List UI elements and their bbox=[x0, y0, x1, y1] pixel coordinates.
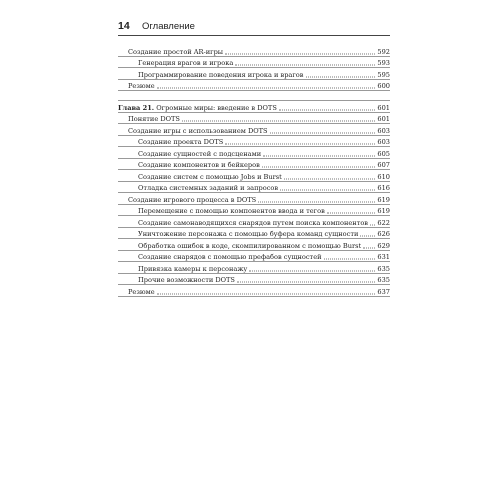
running-title: Оглавление bbox=[142, 21, 195, 32]
toc-entry bbox=[118, 228, 390, 240]
table-of-contents bbox=[118, 45, 390, 297]
page-number: 14 bbox=[118, 20, 130, 32]
toc-entry-page: 601 bbox=[377, 103, 390, 112]
leader-dots bbox=[258, 193, 375, 202]
toc-entry-title: Создание проекта DOTS bbox=[138, 138, 224, 146]
spacer bbox=[118, 91, 390, 100]
toc-entry-page: 626 bbox=[377, 230, 390, 238]
toc-entry bbox=[118, 205, 390, 217]
leader-dots bbox=[327, 205, 376, 214]
leader-dots bbox=[237, 274, 375, 283]
chapter-title: Огромные миры: введение в DOTS bbox=[156, 103, 277, 112]
toc-entry-page: 592 bbox=[377, 47, 390, 56]
leader-dots bbox=[182, 113, 375, 122]
toc-entry-page: 629 bbox=[377, 241, 390, 250]
toc-entry-title: Перемещение с помощью компонентов ввода и тегов bbox=[138, 207, 325, 215]
toc-entry-title: Создание сущностей с подсценами bbox=[138, 149, 262, 158]
leader-dots bbox=[157, 285, 376, 294]
toc-chapter bbox=[118, 100, 390, 113]
leader-dots bbox=[249, 262, 375, 271]
leader-dots bbox=[360, 228, 375, 237]
leader-dots bbox=[263, 147, 375, 156]
toc-entry-title: Создание игрового процесса в DOTS bbox=[128, 195, 257, 204]
leader-dots bbox=[235, 57, 375, 66]
toc-entry-page: 593 bbox=[377, 59, 390, 67]
toc-chapter-label bbox=[118, 104, 278, 112]
toc-entry-page: 637 bbox=[377, 287, 390, 296]
toc-entry-title: Программирование поведения игрока и врагов bbox=[138, 70, 304, 79]
leader-dots bbox=[279, 101, 376, 110]
toc-entry bbox=[118, 113, 390, 125]
leader-dots bbox=[284, 170, 376, 179]
toc-entry bbox=[118, 57, 390, 69]
toc-entry-title: Создание снарядов с помощью префабов сущностей bbox=[138, 253, 322, 261]
leader-dots bbox=[157, 80, 376, 89]
toc-entry-page: 635 bbox=[377, 276, 390, 284]
toc-entry bbox=[118, 124, 390, 136]
leader-dots bbox=[225, 45, 375, 54]
toc-entry bbox=[118, 68, 390, 80]
leader-dots bbox=[262, 159, 376, 168]
toc-entry-page: 605 bbox=[377, 149, 390, 158]
leader-dots bbox=[270, 124, 376, 133]
leader-dots bbox=[280, 182, 375, 191]
leader-dots bbox=[225, 136, 375, 145]
toc-entry-page: 610 bbox=[377, 172, 390, 181]
toc-entry-page: 603 bbox=[377, 138, 390, 146]
toc-entry bbox=[118, 159, 390, 171]
leader-dots bbox=[306, 68, 376, 77]
toc-entry bbox=[118, 136, 390, 148]
toc-entry-title: Обработка ошибок в коде, скомпилированном с помощью Burst bbox=[138, 241, 362, 250]
toc-entry bbox=[118, 170, 390, 182]
toc-entry bbox=[118, 239, 390, 251]
toc-entry-page: 601 bbox=[377, 115, 390, 123]
toc-entry-title: Привязка камеры к персонажу bbox=[138, 264, 248, 273]
toc-entry bbox=[118, 182, 390, 194]
toc-entry-title: Прочие возможности DOTS bbox=[138, 276, 235, 284]
toc-entry-title: Генерация врагов и игрока bbox=[138, 59, 234, 67]
toc-entry bbox=[118, 274, 390, 286]
toc-entry-title: Резюме bbox=[128, 287, 155, 296]
page-header bbox=[118, 19, 390, 36]
toc-entry-page: 622 bbox=[377, 218, 390, 227]
toc-entry bbox=[118, 251, 390, 263]
toc-entry-page: 631 bbox=[377, 253, 390, 261]
toc-entry-title: Создание простой AR-игры bbox=[128, 47, 224, 56]
toc-entry-page: 635 bbox=[377, 264, 390, 273]
toc-entry-title: Отладка системных заданий и запросов bbox=[138, 184, 279, 192]
toc-entry bbox=[118, 193, 390, 205]
toc-entry bbox=[118, 45, 390, 57]
toc-entry-page: 619 bbox=[377, 207, 390, 215]
toc-entry bbox=[118, 80, 390, 92]
toc-entry-page: 600 bbox=[377, 82, 390, 90]
toc-entry-page: 595 bbox=[377, 70, 390, 79]
leader-dots bbox=[324, 251, 376, 260]
toc-entry-page: 603 bbox=[377, 126, 390, 135]
toc-entry-page: 607 bbox=[377, 161, 390, 169]
toc-entry-title: Уничтожение персонажа с помощью буфера команд сущности bbox=[138, 230, 359, 238]
toc-entry-title: Понятие DOTS bbox=[128, 115, 180, 123]
toc-entry-page: 619 bbox=[377, 195, 390, 204]
toc-entry-title: Создание самонаводящихся снарядов путем поиска компонентов bbox=[138, 218, 369, 227]
chapter-prefix: Глава 21. bbox=[118, 103, 155, 112]
toc-entry bbox=[118, 285, 390, 297]
toc-entry bbox=[118, 262, 390, 274]
toc-entry-title: Создание систем с помощью Jobs и Burst bbox=[138, 172, 282, 181]
toc-entry bbox=[118, 216, 390, 228]
toc-entry bbox=[118, 147, 390, 159]
toc-entry-page: 616 bbox=[377, 184, 390, 192]
toc-entry-title: Создание игры с использованием DOTS bbox=[128, 126, 268, 135]
toc-entry-title: Резюме bbox=[128, 82, 155, 90]
leader-dots bbox=[363, 239, 375, 248]
toc-entry-title: Создание компонентов и бейкеров bbox=[138, 161, 260, 169]
leader-dots bbox=[370, 216, 375, 225]
